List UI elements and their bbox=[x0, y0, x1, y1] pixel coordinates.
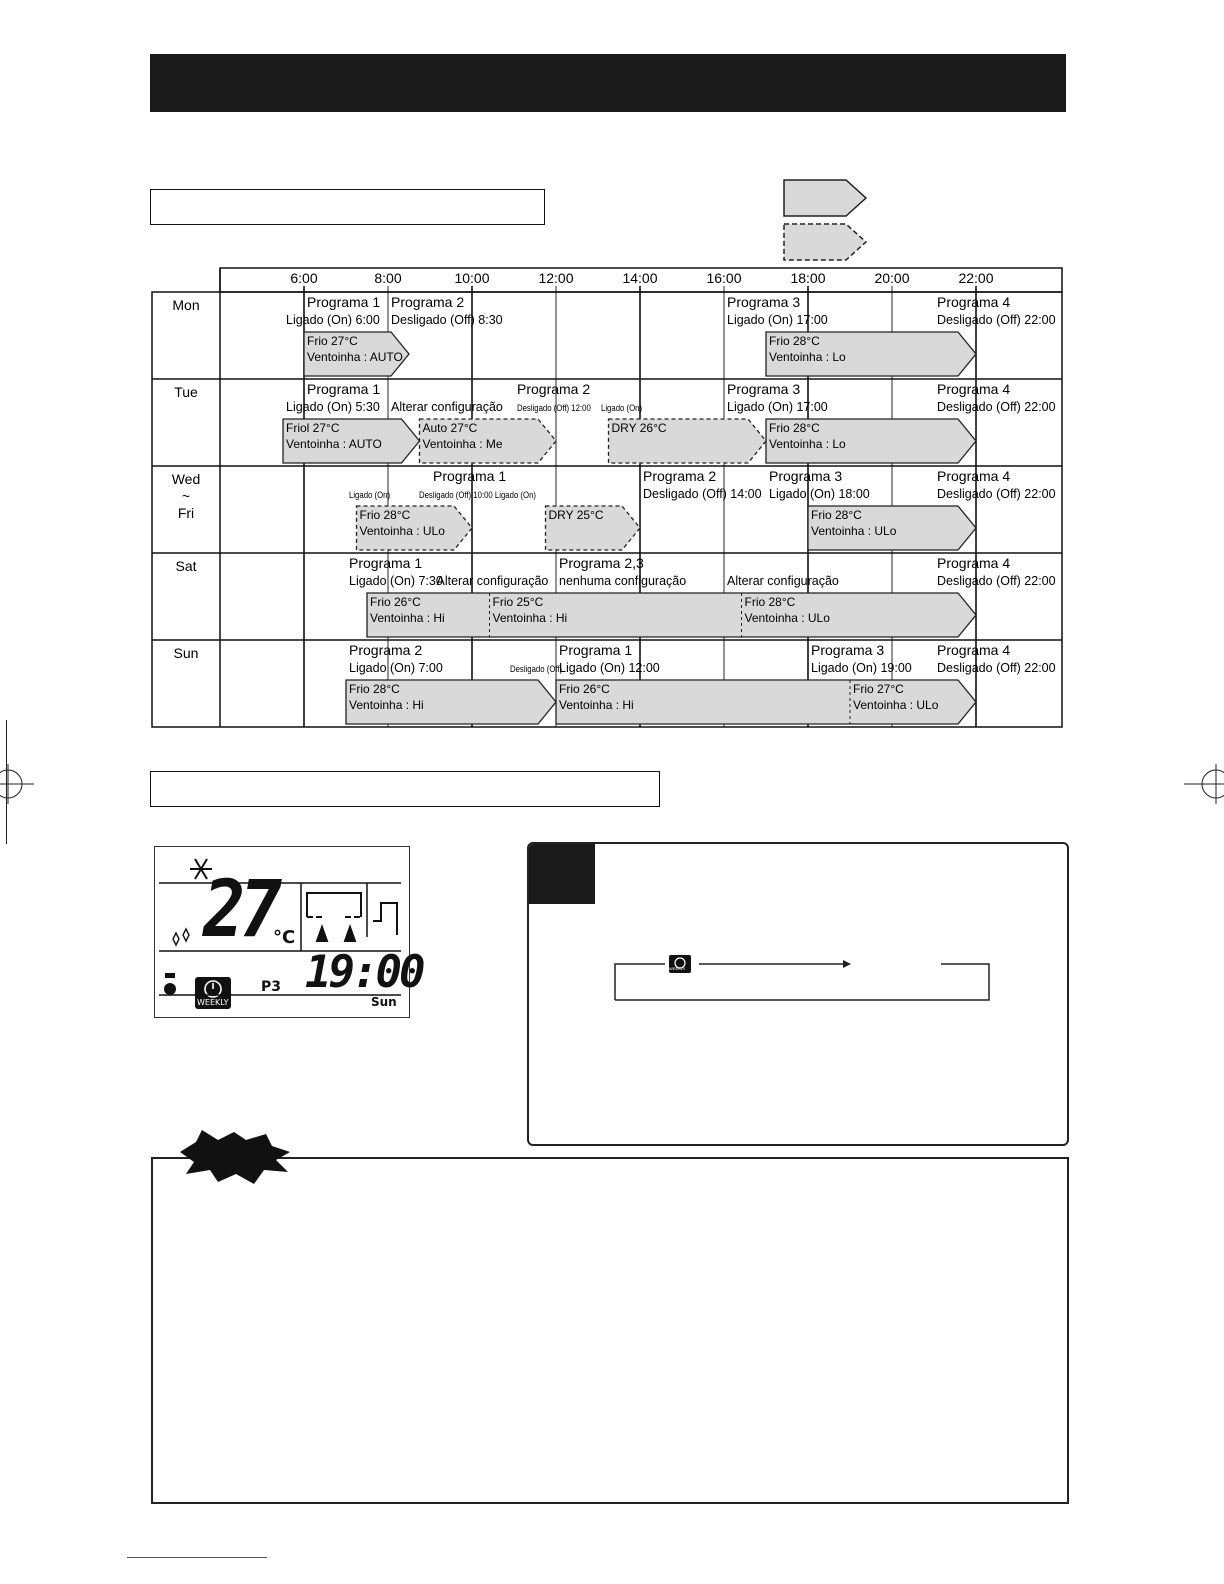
lcd-temperature: 27 bbox=[203, 865, 277, 955]
program-detail: Ligado (On) bbox=[601, 402, 643, 414]
bar-fan-label: Ventoinha : Me bbox=[422, 437, 503, 451]
bar-mode-label: Frio 25°C bbox=[492, 595, 544, 609]
day-label: Sat bbox=[175, 558, 197, 574]
program-label: Programa 3 bbox=[769, 468, 843, 484]
remote-lcd-display bbox=[154, 846, 423, 1018]
bar-mode-label: Frio 28°C bbox=[769, 421, 820, 435]
program-detail: Alterar configuração bbox=[727, 574, 839, 588]
program-label: Programa 4 bbox=[937, 294, 1011, 310]
schedule-bar bbox=[367, 593, 976, 637]
legend-dashed-arrow bbox=[780, 222, 870, 262]
louver-indicator-icon bbox=[307, 893, 361, 941]
program-detail: Ligado (On) 6:00 bbox=[286, 313, 380, 327]
bar-fan-label: Ventoinha : ULo bbox=[811, 524, 897, 538]
program-detail: Ligado (On) 12:00 bbox=[559, 661, 660, 675]
time-tick-label: 20:00 bbox=[874, 270, 910, 286]
day-label: ~ bbox=[181, 488, 191, 504]
program-label: Programa 1 bbox=[433, 468, 507, 484]
bar-fan-label: Ventoinha : Lo bbox=[769, 437, 846, 451]
program-detail: Alterar configuração bbox=[436, 574, 549, 588]
day-label: Sun bbox=[173, 645, 199, 661]
time-tick-label: 12:00 bbox=[538, 270, 574, 286]
day-label: Tue bbox=[174, 384, 198, 400]
time-tick-label: 6:00 bbox=[290, 270, 318, 286]
bar-mode-label: Frio 28°C bbox=[769, 334, 820, 348]
program-detail: Desligado (Off) 22:00 bbox=[937, 487, 1056, 501]
bar-fan-label: Ventoinha : Hi bbox=[492, 611, 568, 625]
day-label: Wed bbox=[171, 471, 201, 487]
bar-fan-label: Ventoinha : ULo bbox=[744, 611, 830, 625]
bar-fan-label: Ventoinha : Lo bbox=[769, 350, 846, 364]
program-label: Programa 2 bbox=[517, 381, 591, 397]
lcd-temperature-unit: °C bbox=[273, 927, 296, 948]
bar-fan-label: Ventoinha : Hi bbox=[559, 698, 634, 712]
program-label: Programa 1 bbox=[307, 294, 381, 310]
lcd-program-number: P3 bbox=[261, 979, 282, 995]
program-detail: Ligado (On) 17:00 bbox=[727, 313, 828, 327]
program-label: Programa 1 bbox=[559, 642, 633, 658]
program-detail: Desligado (Off) 22:00 bbox=[937, 574, 1056, 588]
bar-mode-label: DRY 26°C bbox=[611, 421, 667, 435]
program-detail: Ligado (On) 7:00 bbox=[349, 661, 443, 675]
example-title-box bbox=[150, 189, 545, 225]
bar-fan-label: Ventoinha : AUTO bbox=[286, 437, 382, 451]
day-label: Mon bbox=[172, 297, 200, 313]
program-label: Programa 2 bbox=[349, 642, 423, 658]
sparkle-icon bbox=[173, 929, 189, 945]
bar-mode-label: Friol 27°C bbox=[286, 421, 340, 435]
program-label: Programa 1 bbox=[307, 381, 381, 397]
time-tick-label: 14:00 bbox=[622, 270, 658, 286]
bar-fan-label: Ventoinha : ULo bbox=[853, 698, 939, 712]
program-label: Programa 3 bbox=[727, 294, 801, 310]
bar-mode-label: DRY 25°C bbox=[548, 508, 604, 522]
bar-mode-label: Frio 28°C bbox=[359, 508, 411, 522]
program-detail: Desligado (Off) 12:00 bbox=[517, 402, 591, 414]
fan-icon bbox=[164, 973, 176, 995]
time-tick-label: 18:00 bbox=[790, 270, 826, 286]
time-tick-label: 8:00 bbox=[374, 270, 402, 286]
legend-solid-arrow bbox=[780, 178, 870, 218]
note-flow-diagram bbox=[529, 844, 1067, 1144]
time-tick-label: 22:00 bbox=[958, 270, 994, 286]
program-detail: Ligado (On) 17:00 bbox=[727, 400, 828, 414]
display-example-title-box bbox=[150, 771, 660, 807]
program-detail: Desligado (Off) 22:00 bbox=[937, 400, 1056, 414]
program-label: Programa 2 bbox=[391, 294, 465, 310]
section-header-bar bbox=[150, 54, 1066, 112]
program-detail: Desligado (Off) 22:00 bbox=[937, 661, 1056, 675]
day-label: Fri bbox=[177, 505, 195, 521]
note-panel bbox=[527, 842, 1069, 1146]
footer-rule bbox=[127, 1557, 267, 1558]
program-label: Programa 4 bbox=[937, 468, 1011, 484]
bar-mode-label: Frio 28°C bbox=[811, 508, 862, 522]
program-detail: Ligado (On) 18:00 bbox=[769, 487, 870, 501]
time-tick-label: 16:00 bbox=[706, 270, 742, 286]
bar-mode-label: Auto 27°C bbox=[422, 421, 478, 435]
program-detail: Desligado (Off) 22:00 bbox=[937, 313, 1056, 327]
bar-fan-label: Ventoinha : AUTO bbox=[307, 350, 403, 364]
program-detail: Desligado (Off) bbox=[510, 663, 563, 675]
program-label: Programa 4 bbox=[937, 555, 1011, 571]
program-detail: Ligado (On) 19:00 bbox=[811, 661, 912, 675]
bar-mode-label: Frio 28°C bbox=[744, 595, 796, 609]
program-label: Programa 3 bbox=[811, 642, 885, 658]
program-detail: Ligado (On) 7:30 bbox=[349, 574, 443, 588]
bar-fan-label: Ventoinha : ULo bbox=[359, 524, 445, 538]
program-detail: nenhuma configuração bbox=[559, 574, 687, 588]
bar-mode-label: Frio 26°C bbox=[559, 682, 610, 696]
program-detail: Desligado (Off) 14:00 bbox=[643, 487, 762, 501]
note-flow-weekly-label: WEEKLY bbox=[669, 966, 686, 971]
bar-fan-label: Ventoinha : Hi bbox=[349, 698, 424, 712]
starburst-badge bbox=[176, 1130, 294, 1186]
program-detail: Ligado (On) bbox=[349, 489, 391, 501]
bar-fan-label: Ventoinha : Hi bbox=[370, 611, 445, 625]
program-detail: Ligado (On) 5:30 bbox=[286, 400, 380, 414]
crop-line-left bbox=[6, 720, 7, 844]
bar-mode-label: Frio 27°C bbox=[853, 682, 904, 696]
program-detail: Desligado (Off) 8:30 bbox=[391, 313, 503, 327]
bar-mode-label: Frio 28°C bbox=[349, 682, 400, 696]
bar-mode-label: Frio 26°C bbox=[370, 595, 421, 609]
program-label: Programa 1 bbox=[349, 555, 423, 571]
program-label: Programa 3 bbox=[727, 381, 801, 397]
time-tick-label: 10:00 bbox=[454, 270, 490, 286]
bar-mode-label: Frio 27°C bbox=[307, 334, 358, 348]
weekly-schedule-chart bbox=[150, 266, 1066, 730]
program-label: Programa 4 bbox=[937, 642, 1011, 658]
program-label: Programa 4 bbox=[937, 381, 1011, 397]
program-label: Programa 2,3 bbox=[559, 555, 644, 571]
program-label: Programa 2 bbox=[643, 468, 717, 484]
swing-icon bbox=[373, 903, 397, 935]
lcd-time: 19:00 bbox=[305, 947, 423, 998]
lcd-day: Sun bbox=[371, 995, 397, 1009]
program-detail: Desligado (Off) 10:00 Ligado (On) bbox=[419, 489, 537, 501]
registration-mark-right bbox=[1184, 764, 1224, 804]
info-box bbox=[151, 1157, 1069, 1504]
program-detail: Alterar configuração bbox=[391, 400, 503, 414]
lcd-weekly-label: WEEKLY bbox=[197, 998, 229, 1007]
